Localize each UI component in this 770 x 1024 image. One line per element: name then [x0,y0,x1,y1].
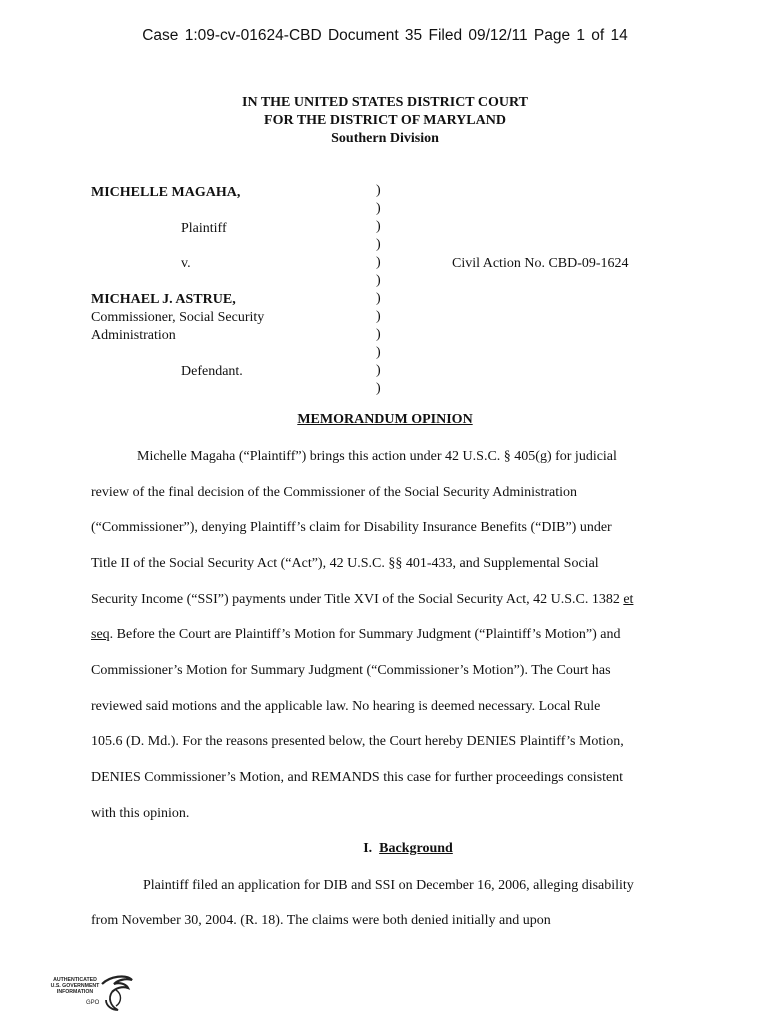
caption-paren: ) [376,327,381,342]
caption-paren: ) [376,237,381,252]
defendant-name: MICHAEL J. ASTRUE, [91,292,236,307]
caption-paren: ) [376,381,381,396]
court-division: Southern Division [331,131,439,146]
caption-paren: ) [376,291,381,306]
latin-seq: seq [91,627,110,642]
defendant-role: Defendant. [181,364,243,379]
defendant-title-line1: Commissioner, Social Security [91,310,265,325]
caption-paren: ) [376,255,381,270]
body-line: Title II of the Social Security Act (“Act”), 42 U.S.C. §§ 401-433, and Supplemental Social [91,556,599,571]
caption-paren: ) [376,183,381,198]
caption-paren: ) [376,273,381,288]
caption-paren: ) [376,345,381,360]
caption-paren: ) [376,309,381,324]
body-line: (“Commissioner”), denying Plaintiff’s claim for Disability Insurance Benefits (“DIB”) under [91,520,612,535]
body-text: . Before the Court are Plaintiff’s Motion for Summary Judgment (“Plaintiff’s Motion”) and [109,627,621,642]
caption-paren: ) [376,201,381,216]
civil-action-number: Civil Action No. CBD-09-1624 [452,256,629,271]
body-text: Security Income (“SSI”) payments under Title XVI of the Social Security Act, 42 U.S.C. 1382 [91,592,624,607]
latin-et: et [623,592,634,607]
section-number: I. [363,841,373,856]
defendant-title-line2: Administration [91,328,176,343]
body-line: DENIES Commissioner’s Motion, and REMANDS this case for further proceedings consistent [91,770,624,785]
memorandum-title: MEMORANDUM OPINION [297,412,473,427]
body-line: Michelle Magaha (“Plaintiff”) brings this action under 42 U.S.C. § 405(g) for judicial [137,449,617,464]
body-line: review of the final decision of the Commissioner of the Social Security Administration [91,485,578,500]
gpo-eagle-icon [96,974,136,1018]
court-name-line1: IN THE UNITED STATES DISTRICT COURT [242,95,528,110]
body-line [91,627,691,643]
section-title: Background [379,841,453,856]
versus: v. [181,256,191,271]
body-line: with this opinion. [91,806,190,821]
section-heading [0,841,770,857]
court-name-line2: FOR THE DISTRICT OF MARYLAND [264,113,506,128]
caption-parenthesis-column [376,182,381,398]
body-line [91,592,691,608]
body-line: reviewed said motions and the applicable law. No hearing is deemed necessary. Local Rule [91,699,601,714]
case-header: Case 1:09-cv-01624-CBD Document 35 Filed 09/12/11 Page 1 of 14 [142,27,628,44]
gpo-seal-text: AUTHENTICATED U.S. GOVERNMENT INFORMATION [50,977,100,996]
body-line: Commissioner’s Motion for Summary Judgment (“Commissioner’s Motion”). The Court has [91,663,611,678]
caption-paren: ) [376,219,381,234]
body-line: 105.6 (D. Md.). For the reasons presented below, the Court hereby DENIES Plaintiff’s Motion, [91,734,624,749]
gpo-abbreviation: GPO [86,1000,100,1006]
background-line: Plaintiff filed an application for DIB and SSI on December 16, 2006, alleging disability [143,878,634,893]
plaintiff-name: MICHELLE MAGAHA, [91,185,241,200]
plaintiff-role: Plaintiff [181,221,227,236]
gpo-authentication-seal [44,974,134,1018]
background-line: from November 30, 2004. (R. 18). The claims were both denied initially and upon [91,913,551,928]
caption-paren: ) [376,363,381,378]
